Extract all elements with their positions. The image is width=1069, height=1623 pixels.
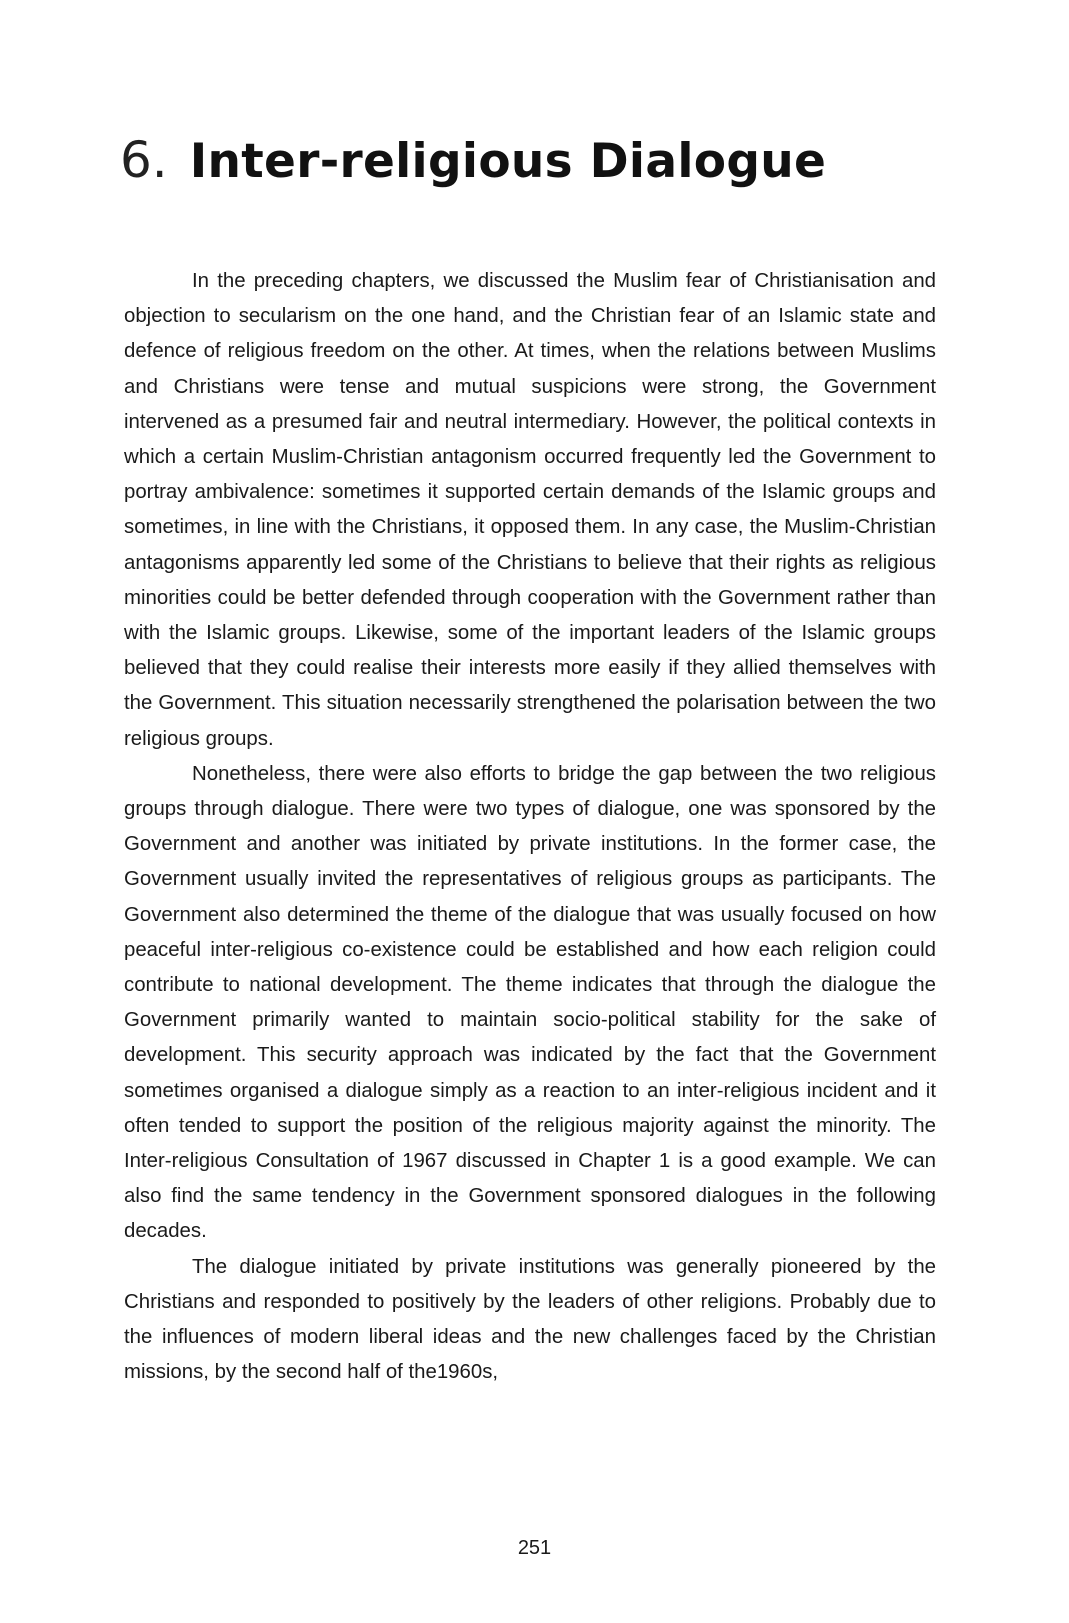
chapter-number: 6.	[120, 131, 168, 189]
paragraph-2: Nonetheless, there were also efforts to bridge the gap between the two religious groups through dialogue. There were two types of dialogue, one was sponsored by the Government and another was initiated by private institutions. In the former case, the Government usually invited the representatives of religious groups as participants. The Government also determined the theme of the dialogue that was usually focused on how peaceful inter-religious co-existence could be established and how each religion could contribute to national development. The theme indicates that through the dialogue the Government primarily wanted to maintain socio-political stability for the sake of development. This security approach was indicated by the fact that the Government sometimes organised a dialogue simply as a reaction to an inter-religious incident and it often tended to support the position of the religious majority against the minority. The Inter-religious Consultation of 1967 discussed in Chapter 1 is a good example. We can also find the same tendency in the Government sponsored dialogues in the following decades.	[124, 762, 936, 1243]
paragraph-1: In the preceding chapters, we discussed the Muslim fear of Christianisation and objection to secularism on the one hand, and the Christian fear of an Islamic state and defence of religious freedom on the other. At times, when the relations between Muslims and Christians were tense and mutual suspicions were strong, the Government intervened as a presumed fair and neutral intermediary. However, the political contexts in which a certain Muslim-Christian antagonism occurred frequently led the Government to portray ambivalence: sometimes it supported certain demands of the Islamic groups and sometimes, in line with the Christians, it opposed them. In any case, the Muslim-Christian antagonisms apparently led some of the Christians to believe that their rights as religious minorities could be better defended through cooperation with the Government rather than with the Islamic groups. Likewise, some of the important leaders of the Islamic groups believed that they could realise their interests more easily if they allied themselves with the Government. This situation necessarily strengthened the polarisation between the two religious groups.	[124, 270, 936, 750]
paragraph-3: The dialogue initiated by private institutions was generally pioneered by the Christians and responded to positively by the leaders of other religions. Probably due to the influences of modern liberal ideas and the new challenges faced by the Christian missions, by the second half of the1960s,	[124, 1255, 936, 1384]
page-number: 251	[517, 1537, 552, 1559]
chapter-title: Inter-religious Dialogue	[189, 134, 827, 189]
chapter-heading	[120, 131, 980, 189]
body-text	[124, 264, 936, 1391]
